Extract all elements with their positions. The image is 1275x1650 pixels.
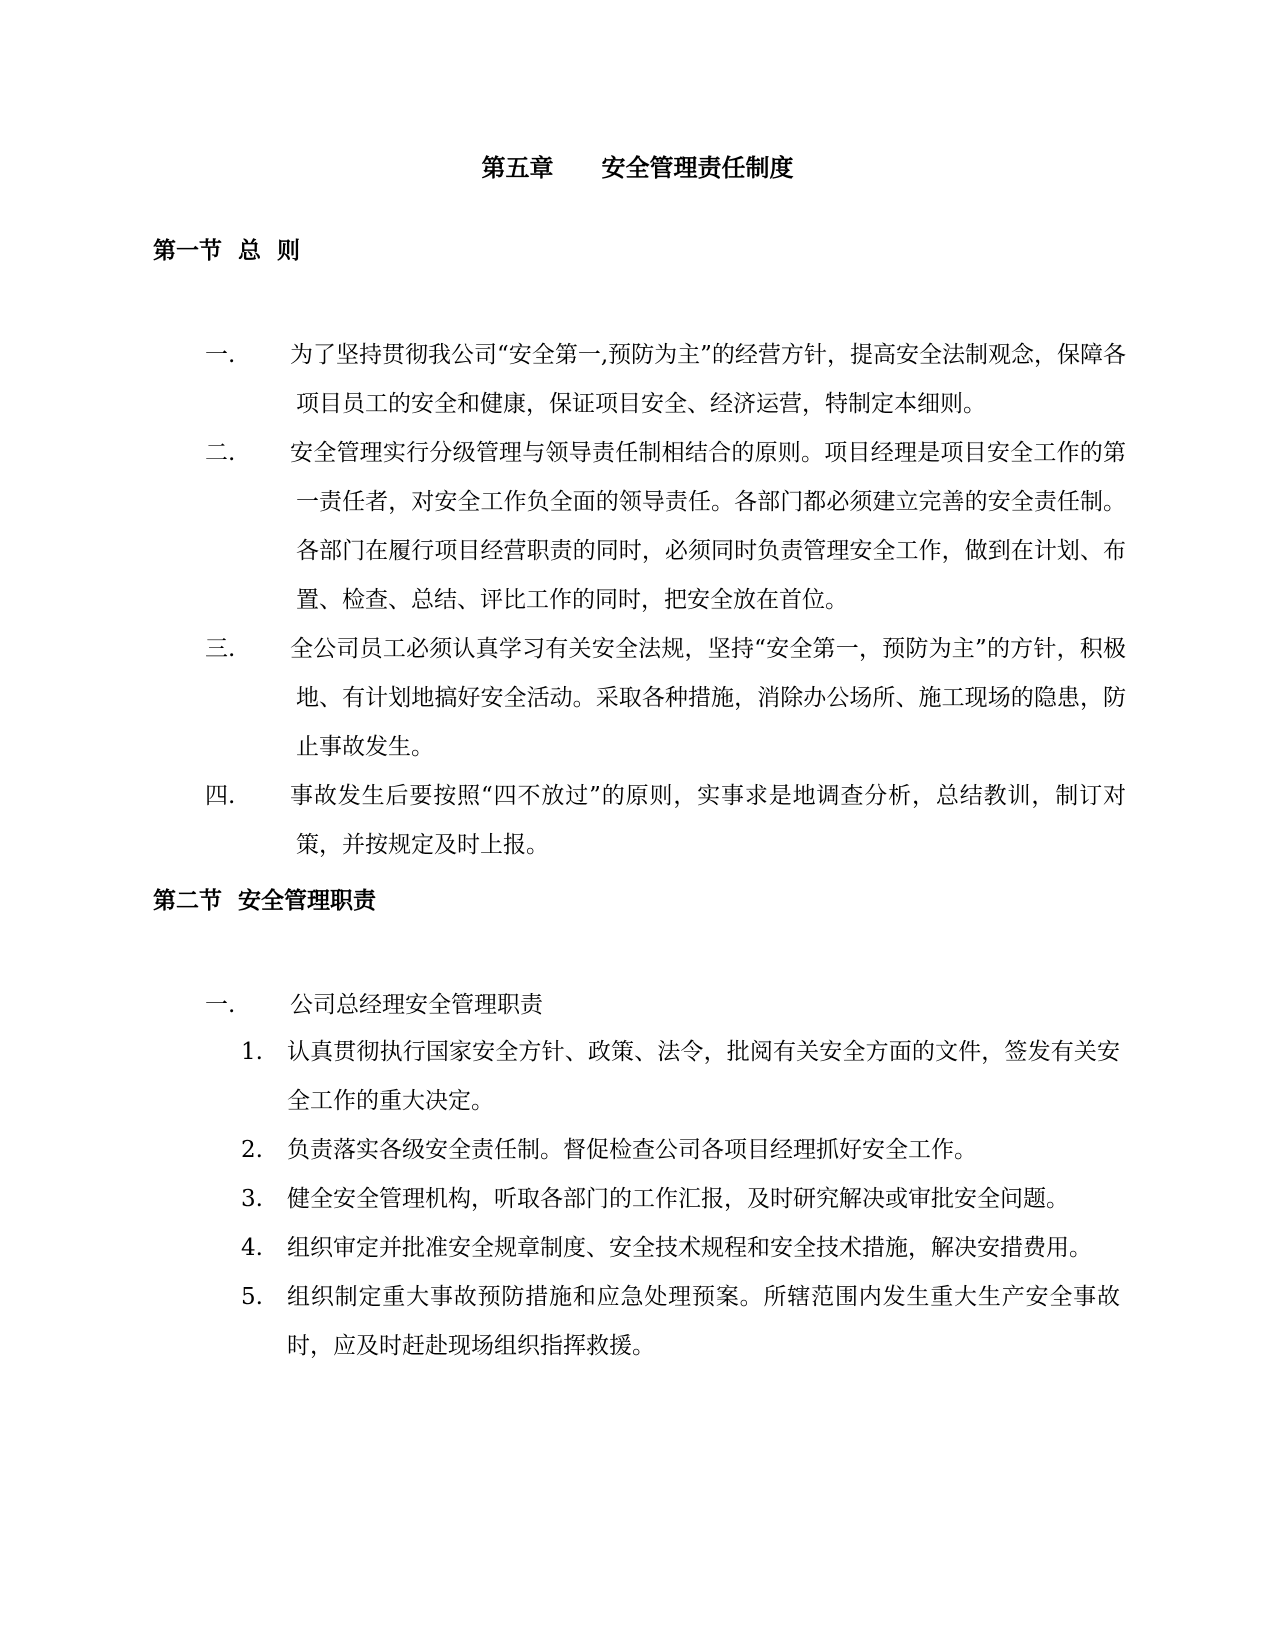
item-marker: 4. [241,1235,263,1261]
general-principles-list [0,331,1275,870]
duties-heading-list [0,981,1275,1030]
item-marker: 1. [241,1039,263,1065]
item-marker: 三. [205,636,236,662]
item-text: 事故发生后要按照“四不放过”的原则，实事求是地调查分析，总结教训，制订对策，并按规定及时上报。 [290,783,1126,858]
item-marker: 一. [205,992,236,1018]
list-item [0,625,1275,772]
item-text: 为了坚持贯彻我公司“安全第一,预防为主”的经营方针，提高安全法制观念，保障各项目员工的安全和健康，保证项目安全、经济运营，特制定本细则。 [290,342,1126,417]
list-item [0,1273,1275,1371]
item-text: 全公司员工必须认真学习有关安全法规，坚持“安全第一，预防为主”的方针，积极地、有计划地搞好安全活动。采取各种措施，消除办公场所、施工现场的隐患，防止事故发生。 [290,636,1126,760]
item-text: 健全安全管理机构，听取各部门的工作汇报，及时研究解决或审批安全问题。 [287,1186,1069,1212]
list-item [0,1126,1275,1175]
item-marker: 一. [205,342,236,368]
item-text: 认真贯彻执行国家安全方针、政策、法令，批阅有关安全方面的文件，签发有关安全工作的重大决定。 [287,1039,1120,1114]
item-text: 组织审定并批准安全规章制度、安全技术规程和安全技术措施，解决安措费用。 [287,1235,1092,1261]
item-marker: 5. [241,1284,263,1310]
list-item [0,429,1275,625]
gm-duties-list [0,1028,1275,1371]
item-marker: 四. [205,783,236,809]
list-item [0,1175,1275,1224]
chapter-title: 第五章 安全管理责任制度 [481,153,794,182]
list-item [0,772,1275,870]
list-item [0,981,1275,1030]
item-marker: 二. [205,440,236,466]
section-title-general: 第一节 总 则 [153,237,301,264]
list-item [0,331,1275,429]
item-text: 组织制定重大事故预防措施和应急处理预案。所辖范围内发生重大生产安全事故时，应及时赶赴现场组织指挥救援。 [287,1284,1120,1359]
section-title-duties: 第二节 安全管理职责 [153,887,377,914]
item-marker: 3. [241,1186,263,1212]
item-text: 公司总经理安全管理职责 [290,992,543,1018]
list-item [0,1224,1275,1273]
list-item [0,1028,1275,1126]
item-marker: 2. [241,1137,263,1163]
item-text: 安全管理实行分级管理与领导责任制相结合的原则。项目经理是项目安全工作的第一责任者，对安全工作负全面的领导责任。各部门都必须建立完善的安全责任制。各部门在履行项目经营职责的同时，必须同时负责管理安全工作，做到在计划、布置、检查、总结、评比工作的同时，把安全放在首位。 [290,440,1126,613]
item-text: 负责落实各级安全责任制。督促检查公司各项目经理抓好安全工作。 [287,1137,977,1163]
